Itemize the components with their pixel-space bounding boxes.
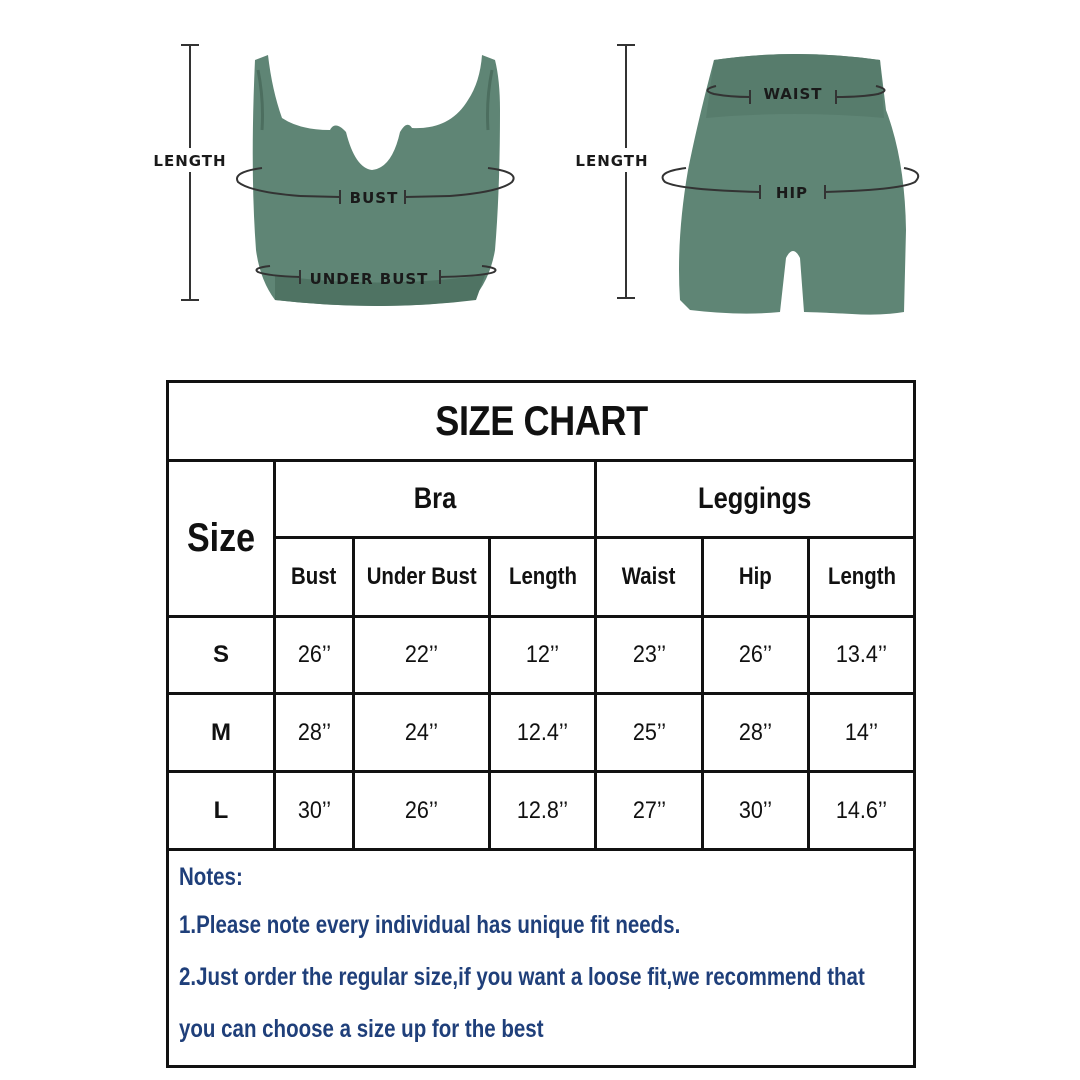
- table-cell: 12’’: [525, 641, 560, 668]
- notes-heading: Notes:: [179, 863, 243, 891]
- table-cell: 26’’: [738, 641, 773, 668]
- col-header-bra-length: Length: [508, 563, 577, 590]
- col-header-leggings-length: Length: [827, 563, 896, 590]
- row-size-m: M: [211, 718, 231, 746]
- garment-illustration: [0, 0, 1080, 360]
- bust-label: BUST: [349, 189, 399, 207]
- bra-image: [253, 55, 500, 306]
- col-header-bust: Bust: [291, 563, 337, 590]
- table-cell: 13.4’’: [835, 641, 888, 668]
- note-line-2: 2.Just order the regular size,if you want a loose fit,we recommend that: [179, 963, 865, 991]
- table-cell: 25’’: [632, 718, 666, 746]
- shorts-length-measure: [617, 45, 635, 298]
- size-chart-title: SIZE CHART: [434, 397, 648, 444]
- table-cell: 30’’: [738, 796, 773, 824]
- size-chart-table: [166, 380, 916, 1068]
- table-cell: 28’’: [738, 718, 773, 746]
- table-cell: 26’’: [404, 796, 439, 824]
- table-cell: 27’’: [632, 796, 666, 824]
- shorts-length-label: LENGTH: [575, 152, 649, 170]
- hip-label: HIP: [775, 184, 809, 202]
- row-size-l: L: [213, 796, 229, 824]
- under-bust-label: UNDER BUST: [309, 270, 429, 288]
- table-cell: 26’’: [297, 641, 331, 668]
- row-size-s: S: [212, 641, 229, 668]
- table-cell: 12.4’’: [516, 718, 569, 746]
- bra-length-label: LENGTH: [153, 152, 227, 170]
- leggings-group-header: Leggings: [698, 482, 812, 515]
- size-chart-grid: [169, 383, 913, 851]
- table-cell: 14’’: [844, 718, 879, 746]
- table-cell: 12.8’’: [516, 796, 569, 824]
- table-cell: 14.6’’: [835, 796, 888, 824]
- table-cell: 22’’: [404, 641, 439, 668]
- note-line-1: 1.Please note every individual has unique fit needs.: [179, 911, 681, 939]
- col-header-under-bust: Under Bust: [366, 563, 477, 590]
- col-header-hip: Hip: [739, 563, 772, 590]
- bra-length-measure: [181, 45, 199, 300]
- table-cell: 28’’: [297, 718, 331, 746]
- table-cell: 23’’: [632, 641, 666, 668]
- waist-label: WAIST: [763, 85, 823, 103]
- table-cell: 24’’: [404, 718, 439, 746]
- note-line-3: you can choose a size up for the best: [179, 1015, 544, 1043]
- bra-group-header: Bra: [413, 482, 457, 515]
- col-header-waist: Waist: [622, 563, 676, 590]
- size-column-header: Size: [186, 516, 256, 560]
- table-cell: 30’’: [297, 796, 331, 824]
